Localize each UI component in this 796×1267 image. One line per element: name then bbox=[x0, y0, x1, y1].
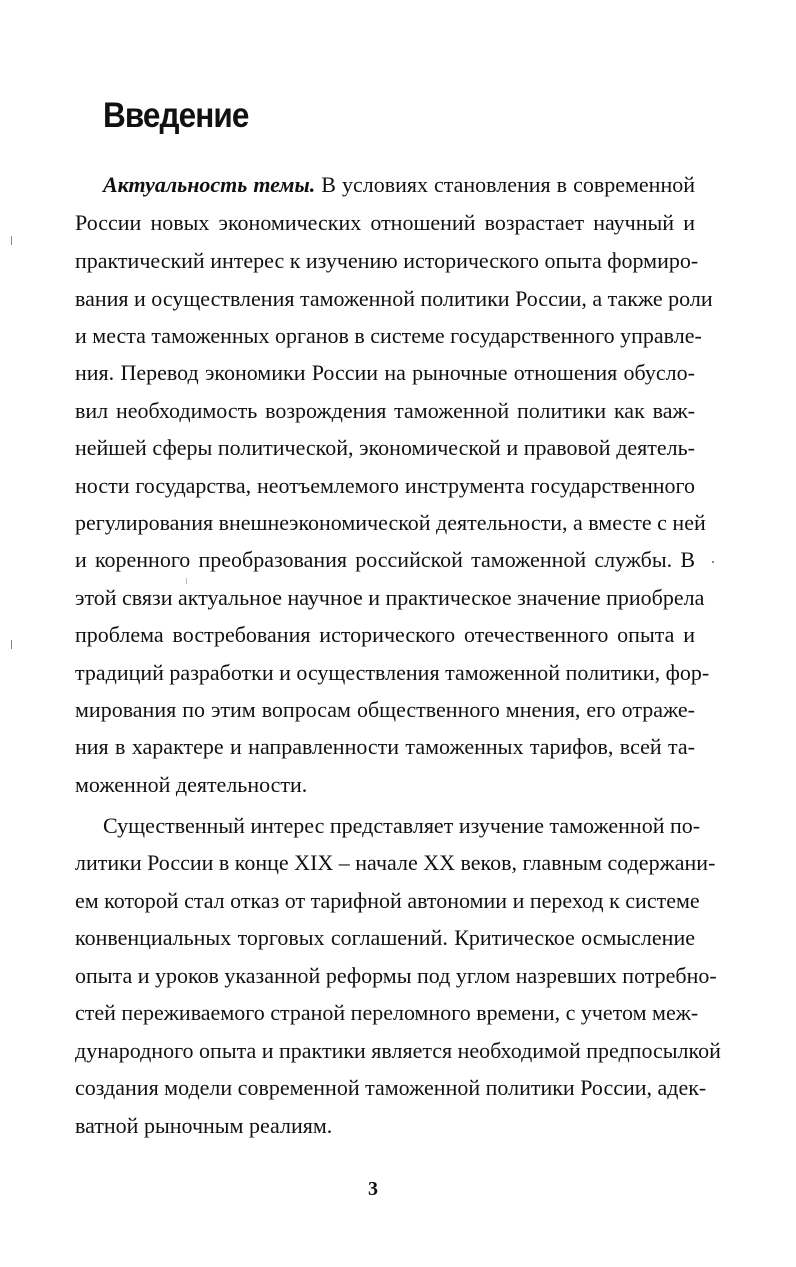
paragraph-lead: Актуальность темы. bbox=[103, 172, 316, 197]
paragraph-line: вания и осуществления таможенной политики России, а также роли bbox=[75, 286, 713, 311]
paragraph-line bbox=[103, 170, 695, 200]
paragraph-line: ния. Перевод экономики России на рыночные отношения обусло- bbox=[75, 360, 695, 385]
paragraph-line: мирования по этим вопросам общественного мнения, его отраже- bbox=[75, 697, 695, 722]
chapter-heading: Введение bbox=[103, 96, 249, 135]
paragraph-line: России новых экономических отношений возрастает научный и bbox=[75, 210, 695, 235]
paragraph-line: практический интерес к изучению исторического опыта формиро- bbox=[75, 248, 699, 273]
paragraph-line: ем которой стал отказ от тарифной автономии и переход к системе bbox=[75, 888, 700, 913]
page-number: 3 bbox=[368, 1178, 378, 1200]
paragraph-line: опыта и уроков указанной реформы под углом назревших потребно- bbox=[75, 963, 717, 988]
paragraph-line: и коренного преобразования российской таможенной службы. В bbox=[75, 547, 695, 572]
paragraph-line: нейшей сферы политической, экономической и правовой деятель- bbox=[75, 435, 695, 460]
paragraph-line: вил необходимость возрождения таможенной политики как важ- bbox=[75, 398, 695, 423]
paragraph-line: дународного опыта и практики является необходимой предпосылкой bbox=[75, 1038, 721, 1063]
paragraph-line: литики России в конце XIX – начале XX веков, главным содержани- bbox=[75, 850, 716, 875]
paragraph-line: стей переживаемого страной переломного времени, с учетом меж- bbox=[75, 1000, 699, 1025]
paragraph-line: этой связи актуальное научное и практическое значение приобрела bbox=[75, 585, 705, 610]
paragraph-line: проблема востребования исторического отечественного опыта и bbox=[75, 622, 695, 647]
scan-artifact bbox=[11, 236, 12, 245]
paragraph-line: ватной рыночным реалиям. bbox=[75, 1113, 333, 1138]
paragraph-line: и места таможенных органов в системе государственного управле- bbox=[75, 323, 702, 348]
paragraph-line: регулирования внешнеэкономической деятельности, а вместе с ней bbox=[75, 510, 706, 535]
paragraph-line: традиций разработки и осуществления таможенной политики, фор- bbox=[75, 660, 710, 685]
scan-artifact bbox=[11, 640, 12, 649]
paragraph-line: создания модели современной таможенной политики России, адек- bbox=[75, 1075, 707, 1100]
scan-artifact bbox=[186, 578, 187, 584]
paragraph-line: ния в характере и направленности таможенных тарифов, всей та- bbox=[75, 734, 695, 759]
paragraph-line: конвенциальных торговых соглашений. Критическое осмысление bbox=[75, 925, 695, 950]
paragraph-line: ности государства, неотъемлемого инструмента государственного bbox=[75, 473, 695, 498]
scan-artifact bbox=[712, 561, 714, 563]
paragraph-line: моженной деятельности. bbox=[75, 772, 308, 797]
paragraph-line: Существенный интерес представляет изучение таможенной по- bbox=[103, 813, 701, 838]
paragraph-line-text: В условиях становления в современной bbox=[315, 172, 696, 197]
